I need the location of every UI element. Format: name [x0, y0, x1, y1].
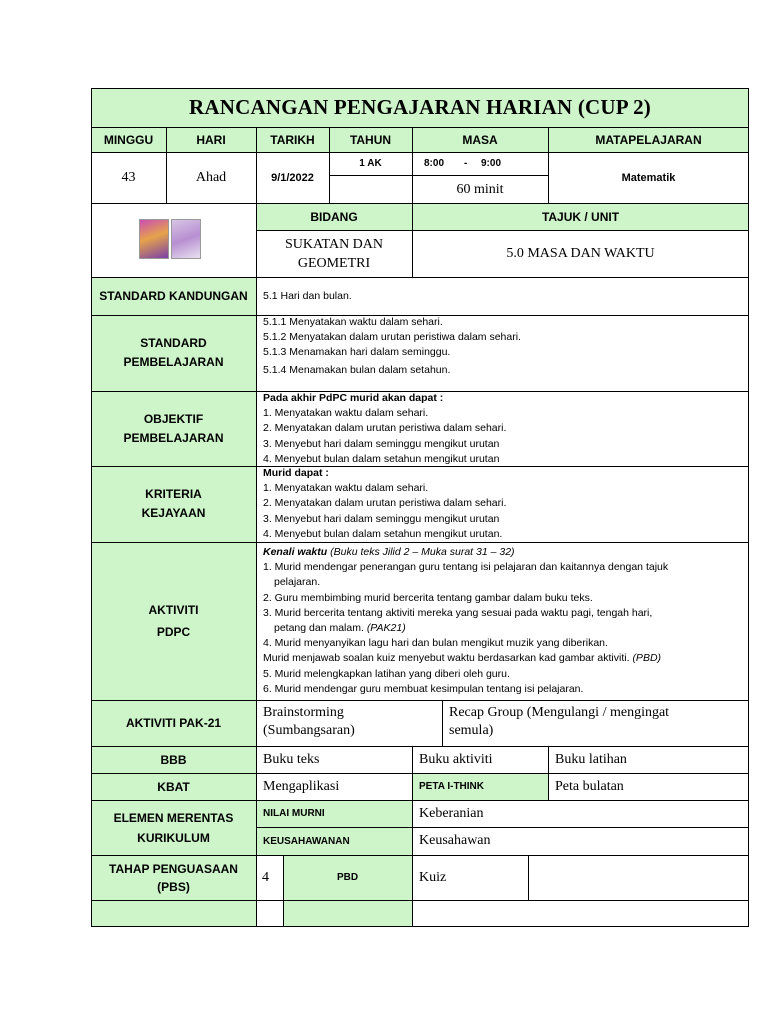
pak21-a-line-1: Brainstorming: [263, 705, 344, 720]
list-item: 5.1.4 Menamakan bulan dalam setahun.: [263, 363, 451, 376]
tahap-value: 4: [262, 869, 269, 885]
standard-pembelajaran-label: [91, 315, 256, 391]
hari-value: Ahad: [195, 169, 227, 185]
list-item: 4. Menyebut bulan dalam setahun mengikut urutan.: [263, 527, 503, 540]
list-item: 2. Menyatakan dalam urutan peristiwa dalam sehari.: [263, 497, 507, 510]
aktiviti-list: [256, 542, 749, 700]
masa-start: 8:00: [424, 157, 445, 169]
pak21-b-line-2: semula): [449, 723, 494, 738]
list-item: 3. Murid bercerita tentang aktiviti mereka yang sesuai pada waktu pagi, tengah hari,: [263, 606, 653, 619]
list-item: 5. Murid melengkapkan latihan yang diberi oleh guru.: [263, 667, 510, 680]
pak21-label: AKTIVITI PAK-21: [91, 700, 256, 746]
header-tahun: TAHUN: [329, 127, 412, 152]
tajuk-header: TAJUK / UNIT: [412, 203, 749, 230]
list-item: 1. Murid mendengar penerangan guru tentang isi pelajaran dan kaitannya dengan tajuk: [263, 561, 669, 574]
list-item: 2. Menyatakan dalam urutan peristiwa dalam sehari.: [263, 422, 507, 435]
pbd-tag: (PBD): [632, 652, 662, 665]
bbb-value-3: Buku latihan: [555, 751, 627, 767]
header-minggu: MINGGU: [91, 127, 166, 152]
peta-ithink-label: PETA I-THINK: [412, 773, 548, 800]
objektif-intro: Pada akhir PdPC murid akan dapat :: [263, 392, 444, 404]
masa-end: 9:00: [481, 157, 502, 169]
tarikh-value: 9/1/2022: [271, 171, 314, 184]
header-tarikh: TARIKH: [256, 127, 329, 152]
minggu-value: 43: [121, 169, 136, 185]
pbd-value: Kuiz: [419, 869, 447, 885]
pak21-value-a: [256, 700, 442, 746]
pak21-value-b: [442, 700, 749, 746]
objektif-label-line-1: OBJEKTIF: [143, 411, 204, 426]
aktiviti-heading-bold: Kenali waktu: [263, 546, 328, 558]
list-item: [263, 651, 749, 666]
pak21-a-line-2: (Sumbangsaran): [263, 723, 355, 738]
nilai-murni-value: Keberanian: [419, 805, 484, 821]
list-item: 1. Menyatakan waktu dalam sehari.: [263, 407, 429, 420]
list-item: 3. Menyebut hari dalam seminggu mengikut urutan: [263, 512, 500, 525]
tahap-label-line-1: TAHAP PENGUASAAN: [109, 861, 238, 876]
masa-separator: -: [464, 157, 468, 169]
keusahawanan-label: KEUSAHAWANAN: [256, 827, 412, 855]
textbook-cover-image: [139, 219, 169, 259]
objektif-list: [256, 391, 749, 466]
bidang-line-2: GEOMETRI: [297, 255, 371, 271]
masa-time: [412, 152, 548, 174]
tajuk-value: 5.0 MASA DAN WAKTU: [506, 245, 655, 261]
emk-label-line-1: ELEMEN MERENTAS: [113, 810, 234, 825]
header-hari: HARI: [166, 127, 256, 152]
standard-pembelajaran-list: [256, 315, 749, 391]
aktiviti-heading-rest: (Buku teks Jilid 2 – Muka surat 31 – 32): [327, 546, 515, 558]
bidang-line-1: SUKATAN DAN: [284, 236, 384, 252]
kbat-value: Mengaplikasi: [263, 778, 340, 794]
matapelajaran-value: Matematik: [621, 171, 676, 184]
emk-label-line-2: KURIKULUM: [137, 830, 210, 845]
bbb-label: BBB: [91, 746, 256, 773]
kriteria-label: [91, 466, 256, 542]
aktiviti-l3b-text: petang dan malam.: [274, 622, 367, 635]
list-item: 4. Murid menyanyikan lagu hari dan bulan mengikut muzik yang diberikan.: [263, 637, 608, 650]
page-title: RANCANGAN PENGAJARAN HARIAN (CUP 2): [91, 88, 749, 127]
sp-label-line-1: STANDARD: [140, 336, 207, 350]
tahun-value: 1 AK: [359, 157, 382, 169]
book-thumbnails: [91, 203, 256, 277]
list-item: [263, 621, 749, 636]
keusahawanan-value: Keusahawan: [419, 833, 491, 848]
list-item: 1. Menyatakan waktu dalam sehari.: [263, 482, 429, 495]
objektif-label-line-2: PEMBELAJARAN: [123, 430, 224, 445]
aktiviti-l4b-text: Murid menjawab soalan kuiz menyebut waktu berdasarkan kad gambar aktiviti.: [263, 652, 633, 665]
header-matapelajaran: MATAPELAJARAN: [548, 127, 749, 152]
list-item: 4. Menyebut bulan dalam setahun mengikut urutan: [263, 452, 500, 465]
empty-green-cell: [283, 900, 412, 926]
list-item: 5.1.3 Menamakan hari dalam seminggu.: [263, 346, 451, 359]
activity-book-cover-image: [171, 219, 201, 259]
aktiviti-label: [91, 542, 256, 700]
list-item: 3. Menyebut hari dalam seminggu mengikut urutan: [263, 437, 500, 450]
tahap-label-line-2: (PBS): [157, 879, 190, 894]
standard-kandungan-value: 5.1 Hari dan bulan.: [263, 290, 352, 302]
kriteria-label-line-1: KRITERIA: [145, 487, 202, 501]
bidang-header: BIDANG: [256, 203, 412, 230]
nilai-murni-label: NILAI MURNI: [256, 800, 412, 827]
objektif-label: [91, 391, 256, 466]
pak21-b-line-1: Recap Group (Mengulangi / mengingat: [449, 705, 670, 720]
aktiviti-label-line-2: PDPC: [156, 625, 191, 639]
pbd-label: PBD: [283, 855, 412, 900]
bbb-value-2: Buku aktiviti: [419, 751, 493, 767]
aktiviti-heading: [263, 545, 749, 560]
pbd-empty-cell: [528, 855, 749, 900]
empty-label-cell: [91, 900, 256, 926]
list-item: 5.1.1 Menyatakan waktu dalam sehari.: [263, 316, 443, 328]
tahap-label: [91, 855, 256, 900]
bbb-value-1: Buku teks: [263, 751, 320, 767]
header-masa: MASA: [412, 127, 548, 152]
kbat-label: KBAT: [91, 773, 256, 800]
list-item: pelajaran.: [274, 576, 321, 589]
pak21-tag: (PAK21): [366, 622, 406, 635]
list-item: 5.1.2 Menyatakan dalam urutan peristiwa dalam sehari.: [263, 331, 521, 344]
kriteria-label-line-2: KEJAYAAN: [141, 506, 206, 520]
peta-ithink-value: Peta bulatan: [555, 778, 624, 794]
list-item: 2. Guru membimbing murid bercerita tentang gambar dalam buku teks.: [263, 591, 593, 604]
list-item: 6. Murid mendengar guru membuat kesimpulan tentang isi pelajaran.: [263, 682, 584, 695]
emk-label: [91, 800, 256, 855]
sp-label-line-2: PEMBELAJARAN: [123, 355, 224, 369]
kriteria-intro: Murid dapat :: [263, 467, 329, 479]
duration-value: 60 minit: [456, 181, 504, 197]
kriteria-list: [256, 466, 749, 542]
aktiviti-label-line-1: AKTIVITI: [148, 603, 199, 617]
standard-kandungan-label: STANDARD KANDUNGAN: [91, 277, 256, 315]
bidang-value: [256, 230, 412, 277]
